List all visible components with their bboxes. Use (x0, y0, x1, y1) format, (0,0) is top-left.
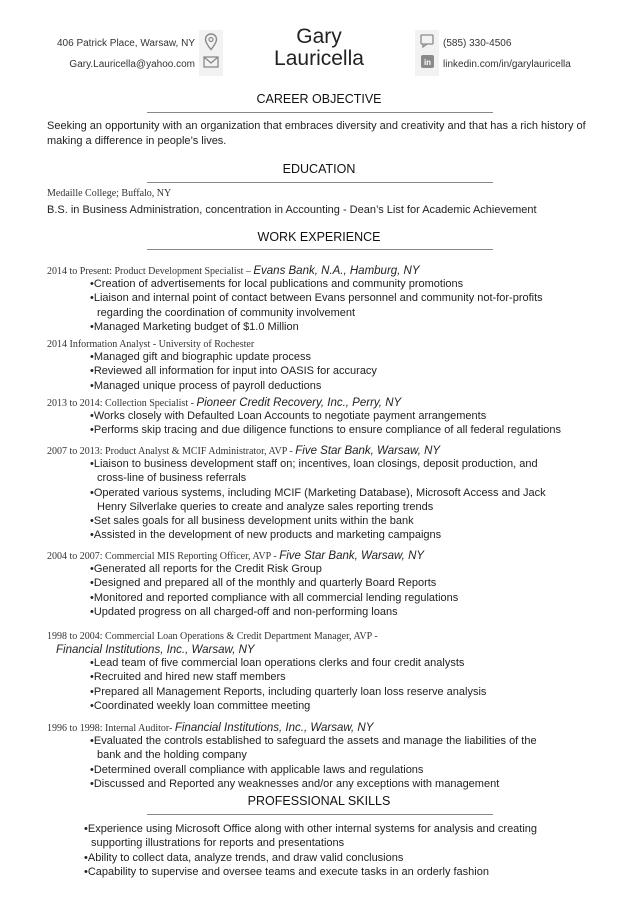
list-item: • Creation of advertisements for local publications and community promotions (90, 277, 590, 291)
job-bullets (90, 409, 590, 438)
list-item: • Liaison to business development staff on; incentives, loan closings, deposit production, and cross-line of business referrals (90, 457, 560, 486)
job-title: 2007 to 2013: Product Analyst & MCIF Administrator, AVP - (47, 446, 296, 457)
skills-list (84, 822, 554, 879)
list-item: • Operated various systems, including MCIF (Marketing Database), Microsoft Access and Jack Henry Silverlake queries to create and analyze sales reporting trends (90, 486, 560, 515)
job-title: 2014 to Present: Product Development Specialist – (47, 266, 254, 277)
last-name: Lauricella (274, 47, 364, 70)
list-item: • Determined overall compliance with applicable laws and regulations (90, 763, 550, 777)
contact-icons-left (199, 30, 223, 76)
list-item: • Capability to supervise and oversee teams and execute tasks in an orderly fashion (84, 865, 554, 879)
address: 406 Patrick Place, Warsaw, NY (56, 38, 195, 49)
candidate-name (259, 26, 379, 70)
first-name: Gary (296, 25, 342, 48)
list-item: • Updated progress on all charged-off and non-performing loans (90, 605, 590, 619)
education-school: Medaille College; Buffalo, NY (47, 188, 172, 199)
list-item: • Performs skip tracing and due diligence functions to ensure compliance of all federal regulations (90, 423, 590, 437)
list-item: • Lead team of five commercial loan operations clerks and four credit analysts (90, 656, 590, 670)
job-organization: Five Star Bank, Warsaw, NY (295, 445, 441, 457)
list-item: • Works closely with Defaulted Loan Accounts to negotiate payment arrangements (90, 409, 590, 423)
objective-text: Seeking an opportunity with an organization that embraces diversity and creativity and that has a rich history of making a difference in people’s lives. (47, 120, 586, 147)
list-item: • Liaison and internal point of contact between Evans personnel and community not-for-profits regarding the coordination of community involvement (90, 291, 590, 320)
job-bullets (90, 656, 590, 713)
phone-icon (419, 33, 435, 49)
job-bullets (90, 350, 590, 393)
section-title-work: WORK EXPERIENCE (257, 230, 381, 244)
job-organization: Five Star Bank, Warsaw, NY (279, 550, 425, 562)
job-organization: Pioneer Credit Recovery, Inc., Perry, NY (196, 397, 402, 409)
list-item: • Managed unique process of payroll deductions (90, 379, 590, 393)
education-degree: B.S. in Business Administration, concentration in Accounting - Dean’s List for Academic Achievement (47, 204, 537, 216)
job-organization: Financial Institutions, Inc., Warsaw, NY (174, 722, 374, 734)
job-title: 1996 to 1998: Internal Auditor- (47, 723, 175, 734)
section-divider (147, 112, 493, 113)
job-bullets (90, 277, 590, 334)
svg-text:in: in (423, 58, 431, 67)
section-title-education: EDUCATION (282, 162, 356, 176)
job-organization: Evans Bank, N.A., Hamburg, NY (253, 265, 420, 277)
section-title-objective: CAREER OBJECTIVE (256, 92, 382, 106)
job-title: 2014 Information Analyst - University of Rochester (47, 339, 255, 350)
job-bullets (90, 734, 550, 791)
contact-right (443, 33, 571, 75)
list-item: • Evaluated the controls established to safeguard the assets and manage the liabilities of the bank and the holding company (90, 734, 550, 763)
section-divider (147, 249, 493, 250)
job-bullets (90, 562, 590, 619)
list-item: • Monitored and reported compliance with all commercial lending regulations (90, 591, 590, 605)
job-organization: Financial Institutions, Inc., Warsaw, NY (56, 644, 255, 656)
section-divider (147, 814, 493, 815)
linkedin-url[interactable]: linkedin.com/in/garylauricella (443, 59, 571, 70)
linkedin-icon (420, 54, 435, 69)
section-title-skills: PROFESSIONAL SKILLS (247, 794, 391, 808)
job-title: 2004 to 2007: Commercial MIS Reporting Officer, AVP - (47, 551, 280, 562)
envelope-icon (203, 55, 219, 69)
job-title: 1998 to 2004: Commercial Loan Operations & Credit Department Manager, AVP - (47, 631, 378, 642)
list-item: • Experience using Microsoft Office along with other internal systems for analysis and creating supporting illustrations for reports and presentations (84, 822, 554, 851)
list-item: • Coordinated weekly loan committee meeting (90, 699, 590, 713)
list-item: • Reviewed all information for input into OASIS for accuracy (90, 364, 590, 378)
list-item: • Designed and prepared all of the monthly and quarterly Board Reports (90, 576, 590, 590)
contact-left (57, 33, 195, 75)
location-pin-icon (204, 33, 218, 51)
phone[interactable]: (585) 330-4506 (443, 38, 512, 49)
list-item: • Set sales goals for all business development units within the bank (90, 514, 560, 528)
list-item: • Managed Marketing budget of $1.0 Million (90, 320, 590, 334)
job-title: 2013 to 2014: Collection Specialist - (47, 398, 197, 409)
email[interactable]: Gary.Lauricella@yahoo.com (69, 59, 195, 70)
contact-icons-right (415, 30, 439, 76)
list-item: • Ability to collect data, analyze trends, and draw valid conclusions (84, 851, 554, 865)
section-divider (147, 182, 493, 183)
list-item: • Recruited and hired new staff members (90, 670, 590, 684)
list-item: • Discussed and Reported any weaknesses and/or any exceptions with management (90, 777, 550, 791)
list-item: • Managed gift and biographic update process (90, 350, 590, 364)
list-item: • Generated all reports for the Credit Risk Group (90, 562, 590, 576)
list-item: • Prepared all Management Reports, including quarterly loan loss reserve analysis (90, 685, 590, 699)
list-item: • Assisted in the development of new products and marketing campaigns (90, 528, 560, 542)
job-bullets (90, 457, 560, 543)
